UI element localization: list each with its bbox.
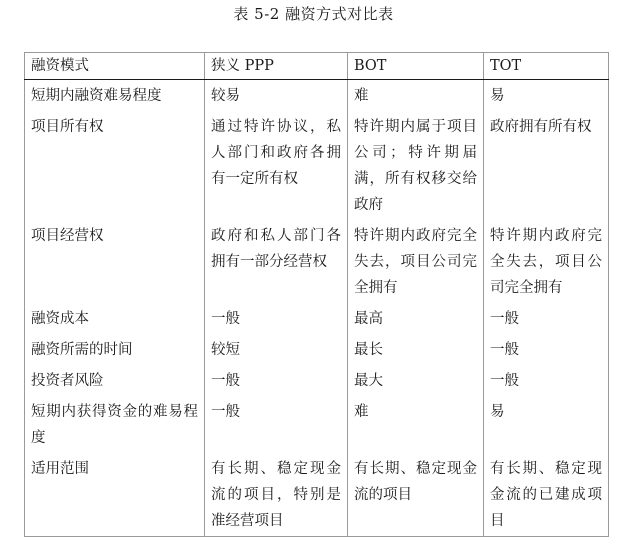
row-label-cell: 项目经营权 <box>25 220 205 303</box>
bot-cell: 特许期内政府完全失去，项目公司完全拥有 <box>348 220 484 303</box>
header-cell-financing-mode: 融资模式 <box>25 53 205 80</box>
tot-cell: 一般 <box>484 334 609 365</box>
table-row <box>25 334 609 365</box>
row-label-cell: 短期内融资难易程度 <box>25 80 205 112</box>
ppp-cell: 通过特许协议，私人部门和政府各拥有一定所有权 <box>205 111 348 220</box>
table-row <box>25 365 609 396</box>
row-label-cell: 项目所有权 <box>25 111 205 220</box>
tot-cell: 易 <box>484 80 609 112</box>
ppp-cell: 有长期、稳定现金流的项目，特别是准经营项目 <box>205 453 348 537</box>
row-label-cell: 短期内获得资金的难易程度 <box>25 396 205 453</box>
ppp-cell: 一般 <box>205 365 348 396</box>
header-cell-ppp: 狭义 PPP <box>205 53 348 80</box>
table-row <box>25 453 609 537</box>
bot-cell: 有长期、稳定现金流的项目 <box>348 453 484 537</box>
comparison-table <box>24 52 609 537</box>
row-label-cell: 适用范围 <box>25 453 205 537</box>
tot-cell: 一般 <box>484 365 609 396</box>
ppp-cell: 一般 <box>205 396 348 453</box>
ppp-cell: 政府和私人部门各拥有一部分经营权 <box>205 220 348 303</box>
tot-cell: 一般 <box>484 303 609 334</box>
row-label-cell: 融资所需的时间 <box>25 334 205 365</box>
table-row <box>25 80 609 112</box>
ppp-cell: 较易 <box>205 80 348 112</box>
header-row <box>25 53 609 80</box>
tot-cell: 特许期内政府完全失去，项目公司完全拥有 <box>484 220 609 303</box>
ppp-cell: 一般 <box>205 303 348 334</box>
tot-cell: 易 <box>484 396 609 453</box>
tot-cell: 政府拥有所有权 <box>484 111 609 220</box>
table-row <box>25 220 609 303</box>
bot-cell: 最大 <box>348 365 484 396</box>
bot-cell: 难 <box>348 396 484 453</box>
tot-cell: 有长期、稳定现金流的已建成项目 <box>484 453 609 537</box>
ppp-cell: 较短 <box>205 334 348 365</box>
bot-cell: 最高 <box>348 303 484 334</box>
table-row <box>25 111 609 220</box>
header-cell-bot: BOT <box>348 53 484 80</box>
table-row <box>25 303 609 334</box>
bot-cell: 特许期内属于项目公司；特许期届满，所有权移交给政府 <box>348 111 484 220</box>
bot-cell: 难 <box>348 80 484 112</box>
row-label-cell: 融资成本 <box>25 303 205 334</box>
header-cell-tot: TOT <box>484 53 609 80</box>
table-caption: 表 5-2 融资方式对比表 <box>233 5 394 23</box>
table-row <box>25 396 609 453</box>
row-label-cell: 投资者风险 <box>25 365 205 396</box>
bot-cell: 最长 <box>348 334 484 365</box>
